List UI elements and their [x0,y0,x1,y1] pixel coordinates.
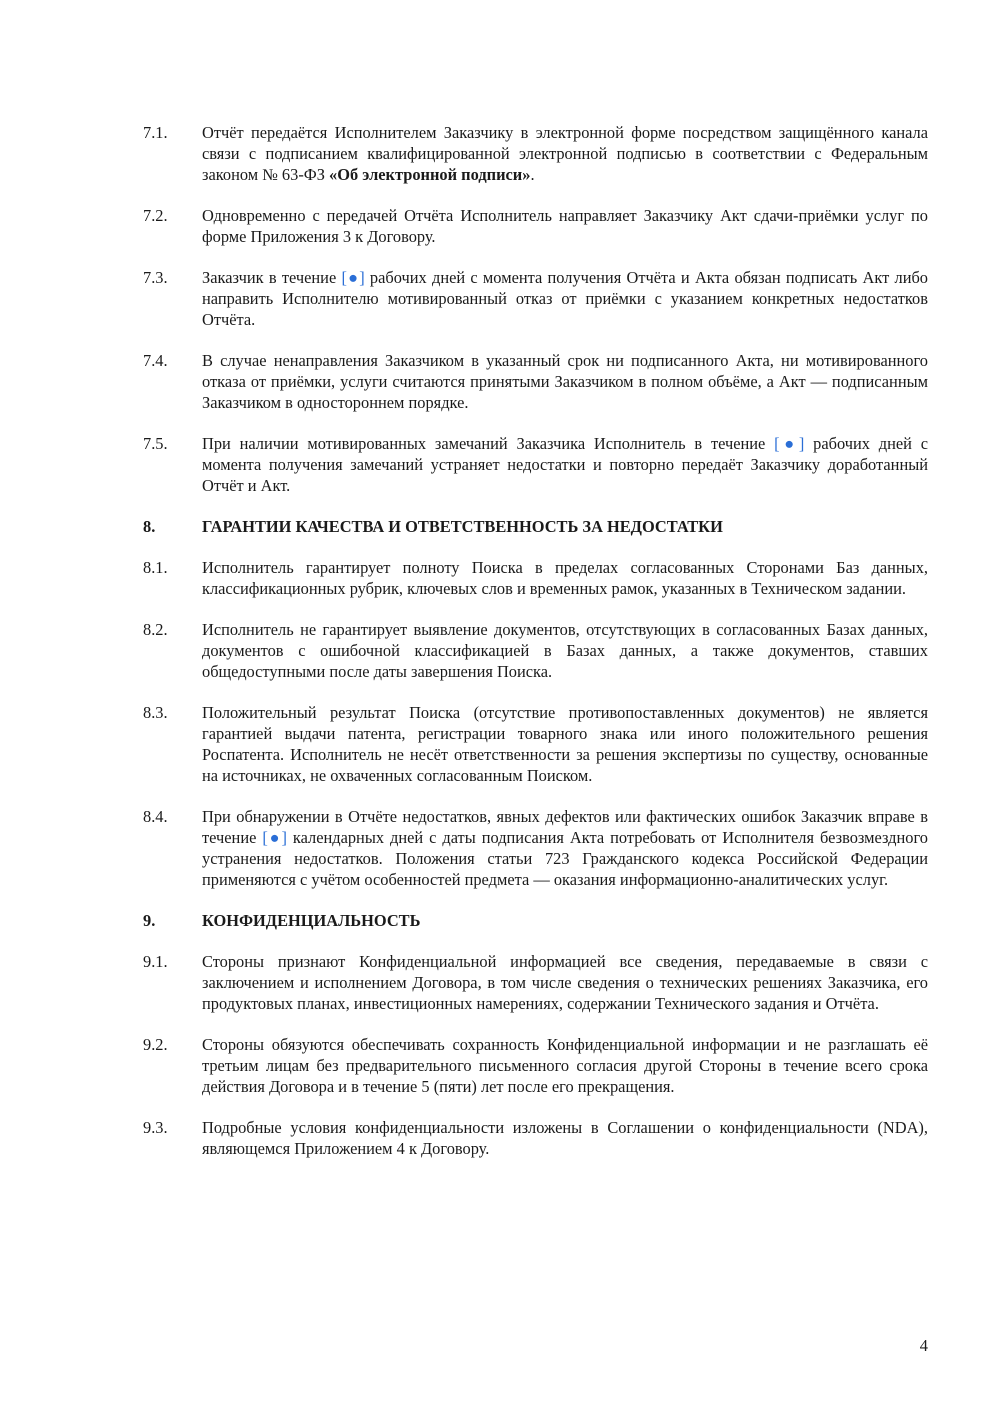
section-title: ГАРАНТИИ КАЧЕСТВА И ОТВЕТСТВЕННОСТЬ ЗА НЕДОСТАТКИ [202,517,723,536]
clause [143,806,928,890]
clause-text-run: При наличии мотивированных замечаний Заказчика Исполнитель в течение [202,434,775,453]
clause-text [202,806,928,890]
clause-number: 8.2. [143,620,168,639]
clause-text [202,557,928,599]
section-title: КОНФИДЕНЦИАЛЬНОСТЬ [202,911,421,930]
clause-number: 7.5. [143,434,168,453]
placeholder-marker: [●] [341,268,365,287]
clause-text-run: рабочих дней с момента получения Отчёта и Акта обязан подписать Акт либо направить Исполнителю мотивированный отказ от приёмки с указанием конкретных недостатков Отчёта. [202,268,928,329]
clause-text-run: Заказчик в течение [202,268,342,287]
clause-number: 7.1. [143,123,168,142]
clause-text-run: Исполнитель не гарантирует выявление документов, отсутствующих в согласованных Базах данных, документов с ошибочной классификацией в Базах данных, а также документов, ставших общедоступными после даты завершения Поиска. [202,620,928,681]
clause-text [202,702,928,786]
clause [143,350,928,413]
clause-number: 9.1. [143,952,168,971]
clause-number: 7.2. [143,206,168,225]
page-number: 4 [919,1336,928,1355]
clause-text [202,951,928,1014]
clause [143,951,928,1014]
clause-text [202,1034,928,1097]
section-heading [143,516,928,537]
clause-text [202,619,928,682]
clause [143,619,928,682]
clause-number: 8.4. [143,807,168,826]
section-heading [143,910,928,931]
clause-text-run: Отчёт передаётся Исполнителем Заказчику в электронной форме посредством защищённого канала связи с подписанием квалифицированной электронной подписью в соответствии с Федеральным законом № 63-ФЗ [202,123,928,184]
clause-text-run: Подробные условия конфиденциальности изложены в Соглашении о конфиденциальности (NDA), являющемся Приложением 4 к Договору. [202,1118,928,1158]
clause [143,702,928,786]
placeholder-marker: [●] [262,828,287,847]
law-title-emphasis: «Об электронной подписи» [329,165,531,184]
clause-text-run: . [530,165,535,184]
clause-number: 8.1. [143,558,168,577]
clause-number: 9.2. [143,1035,168,1054]
clause-number: 9.3. [143,1118,168,1137]
clause-text-run: Исполнитель гарантирует полноту Поиска в пределах согласованных Сторонами Баз данных, классификационных рубрик, ключевых слов и временных рамок, указанных в Техническом задании. [202,558,928,598]
clause-text-run: В случае ненаправления Заказчиком в указанный срок ни подписанного Акта, ни мотивированного отказа от приёмки, услуги считаются принятыми Заказчиком в полном объёме, а Акт — подписанным Заказчиком в одностороннем порядке. [202,351,928,412]
placeholder-marker: [●] [774,434,805,453]
clause-text-run: Положительный результат Поиска (отсутствие противопоставленных документов) не является гарантией выдачи патента, регистрации товарного знака или иного положительного решения Роспатента. Исполнитель не несёт ответственности за решения экспертизы по существу, основанные на источниках, не охваченных согласованным Поиском. [202,703,928,785]
clause-text [202,433,928,496]
clause-text [202,205,928,247]
clause-text [202,267,928,330]
clause-text-run: Стороны признают Конфиденциальной информацией все сведения, передаваемые в связи с заключением и исполнением Договора, в том числе сведения о технических решениях Заказчика, его продуктовых планах, инвестиционных намерениях, содержании Технического задания и Отчёта. [202,952,928,1013]
clause-text-run: рабочих дней с момента получения замечаний устраняет недостатки и повторно передаёт Заказчику доработанный Отчёт и Акт. [202,434,928,495]
clause-number: 8.3. [143,703,168,722]
clause [143,122,928,185]
clause-text-run: При обнаружении в Отчёте недостатков, явных дефектов или фактических ошибок Заказчик вправе в течение [202,807,928,847]
section-number: 8. [143,517,156,536]
clause-text-run: календарных дней с даты подписания Акта потребовать от Исполнителя безвозмездного устранения недостатков. Положения статьи 723 Гражданского кодекса Российской Федерации применяются с учётом особенностей предмета — оказания информационно-аналитических услуг. [202,828,928,889]
clause-number: 7.3. [143,268,168,287]
clause-text-run: Одновременно с передачей Отчёта Исполнитель направляет Заказчику Акт сдачи-приёмки услуг по форме Приложения 3 к Договору. [202,206,928,246]
document-body [143,122,928,1179]
clause [143,205,928,247]
clause-text [202,350,928,413]
clause-number: 7.4. [143,351,168,370]
clause [143,557,928,599]
clause [143,433,928,496]
clause-text [202,122,928,185]
clause [143,267,928,330]
section-number: 9. [143,911,156,930]
clause-text [202,1117,928,1159]
clause-text-run: Стороны обязуются обеспечивать сохранность Конфиденциальной информации и не разглашать её третьим лицам без предварительного письменного согласия другой Стороны в течение всего срока действия Договора и в течение 5 (пяти) лет после его прекращения. [202,1035,928,1096]
clause [143,1117,928,1159]
clause [143,1034,928,1097]
